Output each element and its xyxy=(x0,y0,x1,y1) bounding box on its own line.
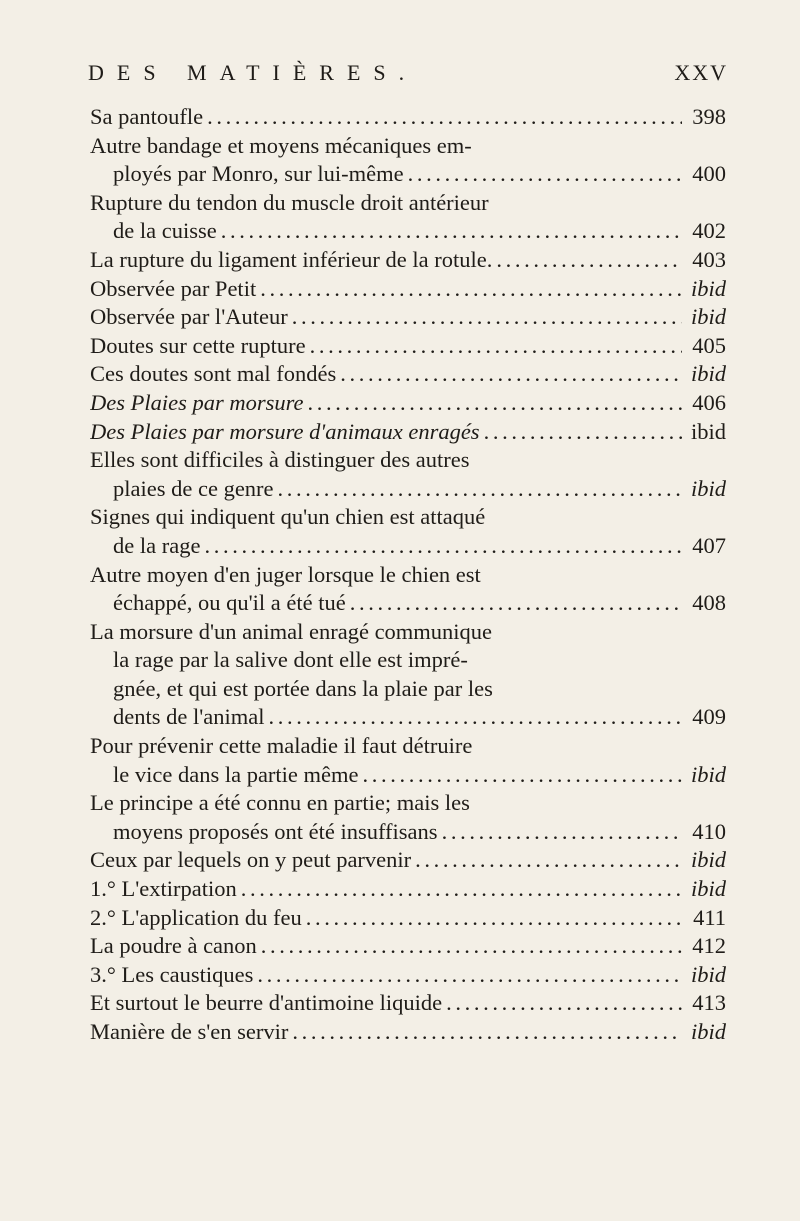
toc-entry-text: 3.° Les caustiques xyxy=(90,961,254,987)
toc-entry xyxy=(90,589,726,618)
toc-entry xyxy=(90,703,726,732)
toc-entry-text: Pour prévenir cette maladie il faut détruire xyxy=(90,733,473,759)
leader-dots xyxy=(308,389,682,418)
leader-dots xyxy=(292,303,682,332)
toc-entry xyxy=(90,332,726,361)
toc-entry-text: de la cuisse xyxy=(113,218,217,244)
toc-entry-page: ibid xyxy=(690,876,726,902)
toc-entry-page: 412 xyxy=(692,933,726,959)
toc-entry-page: ibid xyxy=(690,847,726,873)
header-title: DES MATIÈRES. xyxy=(88,60,418,85)
toc-entry xyxy=(90,532,726,561)
toc-entry-page: 405 xyxy=(692,332,726,358)
toc-entry xyxy=(90,132,726,161)
table-of-contents xyxy=(90,103,726,1047)
leader-dots xyxy=(241,875,682,904)
toc-entry-text: Des Plaies par morsure xyxy=(90,389,304,415)
toc-entry-text: Observée par Petit xyxy=(90,275,257,301)
toc-entry-page: 403 xyxy=(692,246,726,272)
toc-entry xyxy=(90,561,726,590)
toc-entry-page: 409 xyxy=(692,704,726,730)
toc-entry-text: Le principe a été connu en partie; mais les xyxy=(90,790,470,816)
toc-entry-text: Signes qui indiquent qu'un chien est attaqué xyxy=(90,504,486,530)
toc-entry-page: ibid xyxy=(690,1019,726,1044)
leader-dots xyxy=(484,418,682,447)
toc-entry xyxy=(90,761,726,790)
toc-entry xyxy=(90,418,726,447)
toc-entry-text: moyens proposés ont été insuffisans xyxy=(113,818,438,844)
toc-entry-text: Autre bandage et moyens mécaniques em- xyxy=(90,132,472,158)
toc-entry-text: La rupture du ligament inférieur de la rotule. xyxy=(90,246,493,272)
toc-entry xyxy=(90,189,726,218)
toc-entry-text: ployés par Monro, sur lui-même xyxy=(113,161,404,187)
toc-entry-page: ibid xyxy=(690,475,726,501)
toc-entry xyxy=(90,446,726,475)
toc-entry xyxy=(90,989,726,1018)
leader-dots xyxy=(292,1018,682,1047)
toc-entry xyxy=(90,618,726,647)
toc-entry-page: 411 xyxy=(693,904,726,930)
toc-entry xyxy=(90,904,726,933)
toc-entry xyxy=(90,732,726,761)
leader-dots xyxy=(306,904,682,933)
leader-dots xyxy=(310,332,682,361)
toc-entry xyxy=(90,160,726,189)
leader-dots xyxy=(442,818,682,847)
toc-entry xyxy=(90,675,726,704)
toc-entry xyxy=(90,846,726,875)
toc-entry-page: ibid xyxy=(690,961,726,987)
leader-dots xyxy=(204,532,682,561)
leader-dots xyxy=(261,932,682,961)
leader-dots xyxy=(257,961,682,990)
toc-entry-page: 406 xyxy=(692,389,726,415)
toc-entry-page: ibid xyxy=(690,761,726,787)
toc-entry-page: 413 xyxy=(692,990,726,1016)
toc-entry-text: Rupture du tendon du muscle droit antérieur xyxy=(90,189,489,215)
leader-dots xyxy=(269,703,682,732)
toc-entry xyxy=(90,503,726,532)
leader-dots xyxy=(340,360,682,389)
leader-dots xyxy=(207,103,682,132)
toc-entry xyxy=(90,275,726,304)
toc-entry-text: Elles sont difficiles à distinguer des autres xyxy=(90,447,470,473)
toc-entry-text: Doutes sur cette rupture xyxy=(90,332,306,358)
toc-entry xyxy=(90,1018,726,1047)
toc-entry-page: 407 xyxy=(692,532,726,558)
toc-entry xyxy=(90,475,726,504)
leader-dots xyxy=(363,761,682,790)
toc-entry-text: Observée par l'Auteur xyxy=(90,304,288,330)
toc-entry-text: de la rage xyxy=(113,532,201,558)
toc-entry xyxy=(90,246,726,275)
leader-dots xyxy=(446,989,682,1018)
leader-dots xyxy=(408,160,682,189)
toc-entry-text: 1.° L'extirpation xyxy=(90,876,237,902)
toc-entry xyxy=(90,389,726,418)
toc-entry-page: 402 xyxy=(692,218,726,244)
toc-entry-text: gnée, et qui est portée dans la plaie par les xyxy=(113,675,493,701)
toc-entry-page: 410 xyxy=(692,818,726,844)
toc-entry-page: ibid xyxy=(690,418,726,444)
toc-entry-text: échappé, ou qu'il a été tué xyxy=(113,590,346,616)
toc-entry-text: La poudre à canon xyxy=(90,933,257,959)
toc-entry-page: 400 xyxy=(692,161,726,187)
leader-dots xyxy=(415,846,682,875)
leader-dots xyxy=(221,217,682,246)
toc-entry-text: Et surtout le beurre d'antimoine liquide xyxy=(90,990,443,1016)
toc-entry xyxy=(90,818,726,847)
toc-entry-text: Des Plaies par morsure d'animaux enragés xyxy=(90,418,480,444)
toc-entry xyxy=(90,875,726,904)
toc-entry-text: Manière de s'en servir xyxy=(90,1019,289,1044)
toc-entry-page: ibid xyxy=(690,361,726,387)
toc-entry xyxy=(90,789,726,818)
toc-entry xyxy=(90,303,726,332)
toc-entry-text: Ces doutes sont mal fondés xyxy=(90,361,337,387)
toc-entry-page: 408 xyxy=(692,590,726,616)
toc-entry-text: la rage par la salive dont elle est impré- xyxy=(113,647,468,673)
running-header xyxy=(88,60,728,90)
leader-dots xyxy=(260,275,682,304)
toc-entry xyxy=(90,360,726,389)
leader-dots xyxy=(350,589,682,618)
toc-entry-page: ibid xyxy=(690,304,726,330)
toc-entry-text: La morsure d'un animal enragé communique xyxy=(90,618,493,644)
toc-entry xyxy=(90,217,726,246)
toc-entry xyxy=(90,961,726,990)
toc-entry-text: 2.° L'application du feu xyxy=(90,904,302,930)
toc-entry xyxy=(90,932,726,961)
toc-entry xyxy=(90,103,726,132)
toc-entry-text: dents de l'animal xyxy=(113,704,265,730)
leader-dots xyxy=(496,246,682,275)
toc-entry-text: plaies de ce genre xyxy=(113,475,274,501)
toc-entry-text: Autre moyen d'en juger lorsque le chien est xyxy=(90,561,481,587)
header-page-number: XXV xyxy=(674,60,728,85)
toc-entry-text: Ceux par lequels on y peut parvenir xyxy=(90,847,412,873)
toc-entry-page: 398 xyxy=(692,104,726,129)
toc-entry-page: ibid xyxy=(690,275,726,301)
leader-dots xyxy=(278,475,682,504)
toc-entry-text: Sa pantoufle xyxy=(90,104,204,129)
toc-entry-text: le vice dans la partie même xyxy=(113,761,359,787)
toc-entry xyxy=(90,646,726,675)
